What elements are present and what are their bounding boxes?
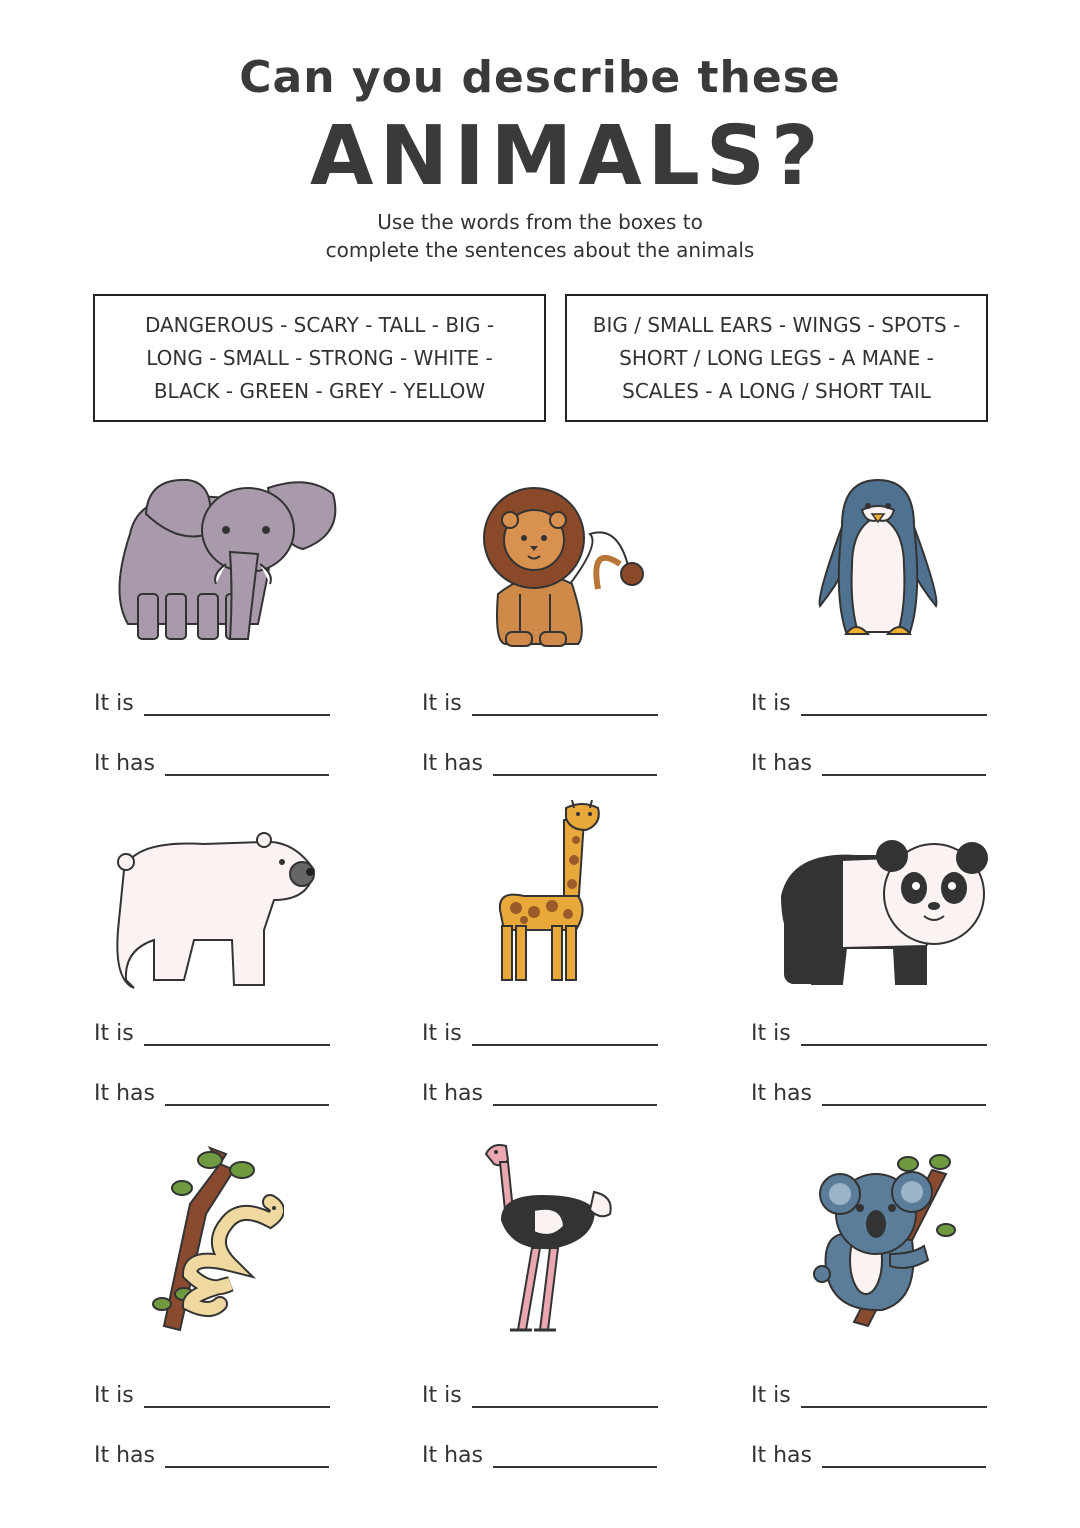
it-has-prompt: It has xyxy=(94,751,155,776)
answer-blank[interactable] xyxy=(801,694,987,716)
answer-blank[interactable] xyxy=(472,694,658,716)
polar-bear-icon xyxy=(114,830,318,992)
it-is-prompt: It is xyxy=(94,1021,134,1046)
it-has-prompt: It has xyxy=(751,1443,812,1468)
koala-it-has-line xyxy=(751,1438,986,1468)
title-line-1: Can you describe these xyxy=(239,52,841,103)
answer-blank[interactable] xyxy=(165,1084,329,1106)
snake-it-has-line xyxy=(94,1438,329,1468)
panda-icon xyxy=(776,836,990,986)
answer-blank[interactable] xyxy=(472,1024,658,1046)
giraffe-icon xyxy=(494,800,606,984)
elephant-it-is-line xyxy=(94,686,330,716)
it-is-prompt: It is xyxy=(751,1383,791,1408)
elephant-icon xyxy=(108,474,342,646)
it-is-prompt: It is xyxy=(751,691,791,716)
instructions xyxy=(0,208,1080,264)
instructions-line-2: complete the sentences about the animals xyxy=(325,238,755,262)
it-is-prompt: It is xyxy=(422,691,462,716)
penguin-it-is-line xyxy=(751,686,987,716)
answer-blank[interactable] xyxy=(165,1446,329,1468)
it-has-prompt: It has xyxy=(94,1081,155,1106)
adjectives-line: BLACK - GREEN - GREY - YELLOW xyxy=(153,378,486,403)
answer-blank[interactable] xyxy=(822,1084,986,1106)
features-line: SHORT / LONG LEGS - A MANE - xyxy=(619,345,934,370)
koala-it-is-line xyxy=(751,1378,987,1408)
answer-blank[interactable] xyxy=(144,694,330,716)
features-word-box xyxy=(565,294,988,422)
answer-blank[interactable] xyxy=(493,1084,657,1106)
answer-blank[interactable] xyxy=(472,1386,658,1408)
it-has-prompt: It has xyxy=(751,751,812,776)
giraffe-it-is-line xyxy=(422,1016,658,1046)
it-is-prompt: It is xyxy=(422,1021,462,1046)
giraffe-it-has-line xyxy=(422,1076,657,1106)
ostrich-it-has-line xyxy=(422,1438,657,1468)
it-is-prompt: It is xyxy=(422,1383,462,1408)
page-title: ANIMALS? xyxy=(310,109,825,204)
answer-blank[interactable] xyxy=(493,754,657,776)
lion-it-has-line xyxy=(422,746,657,776)
ostrich-it-is-line xyxy=(422,1378,658,1408)
polar-bear-it-is-line xyxy=(94,1016,330,1046)
panda-it-is-line xyxy=(751,1016,987,1046)
it-has-prompt: It has xyxy=(751,1081,812,1106)
snake-it-is-line xyxy=(94,1378,330,1408)
adjectives-word-box xyxy=(93,294,546,422)
ostrich-icon xyxy=(482,1140,616,1336)
answer-blank[interactable] xyxy=(801,1386,987,1408)
penguin-it-has-line xyxy=(751,746,986,776)
it-has-prompt: It has xyxy=(94,1443,155,1468)
panda-it-has-line xyxy=(751,1076,986,1106)
answer-blank[interactable] xyxy=(165,754,329,776)
it-has-prompt: It has xyxy=(422,1443,483,1468)
koala-icon xyxy=(812,1150,958,1330)
answer-blank[interactable] xyxy=(493,1446,657,1468)
it-is-prompt: It is xyxy=(94,691,134,716)
adjectives-line: LONG - SMALL - STRONG - WHITE - xyxy=(146,345,493,370)
elephant-it-has-line xyxy=(94,746,329,776)
lion-icon xyxy=(480,484,650,650)
features-line: BIG / SMALL EARS - WINGS - SPOTS - xyxy=(592,312,961,337)
it-has-prompt: It has xyxy=(422,751,483,776)
answer-blank[interactable] xyxy=(144,1386,330,1408)
answer-blank[interactable] xyxy=(801,1024,987,1046)
it-is-prompt: It is xyxy=(751,1021,791,1046)
lion-it-is-line xyxy=(422,686,658,716)
it-has-prompt: It has xyxy=(422,1081,483,1106)
adjectives-line: DANGEROUS - SCARY - TALL - BIG - xyxy=(144,312,495,337)
snake-icon xyxy=(150,1144,284,1334)
features-line: SCALES - A LONG / SHORT TAIL xyxy=(622,378,931,403)
polar-bear-it-has-line xyxy=(94,1076,329,1106)
instructions-line-1: Use the words from the boxes to xyxy=(377,210,703,234)
it-is-prompt: It is xyxy=(94,1383,134,1408)
penguin-icon xyxy=(816,476,940,642)
answer-blank[interactable] xyxy=(822,1446,986,1468)
answer-blank[interactable] xyxy=(144,1024,330,1046)
answer-blank[interactable] xyxy=(822,754,986,776)
